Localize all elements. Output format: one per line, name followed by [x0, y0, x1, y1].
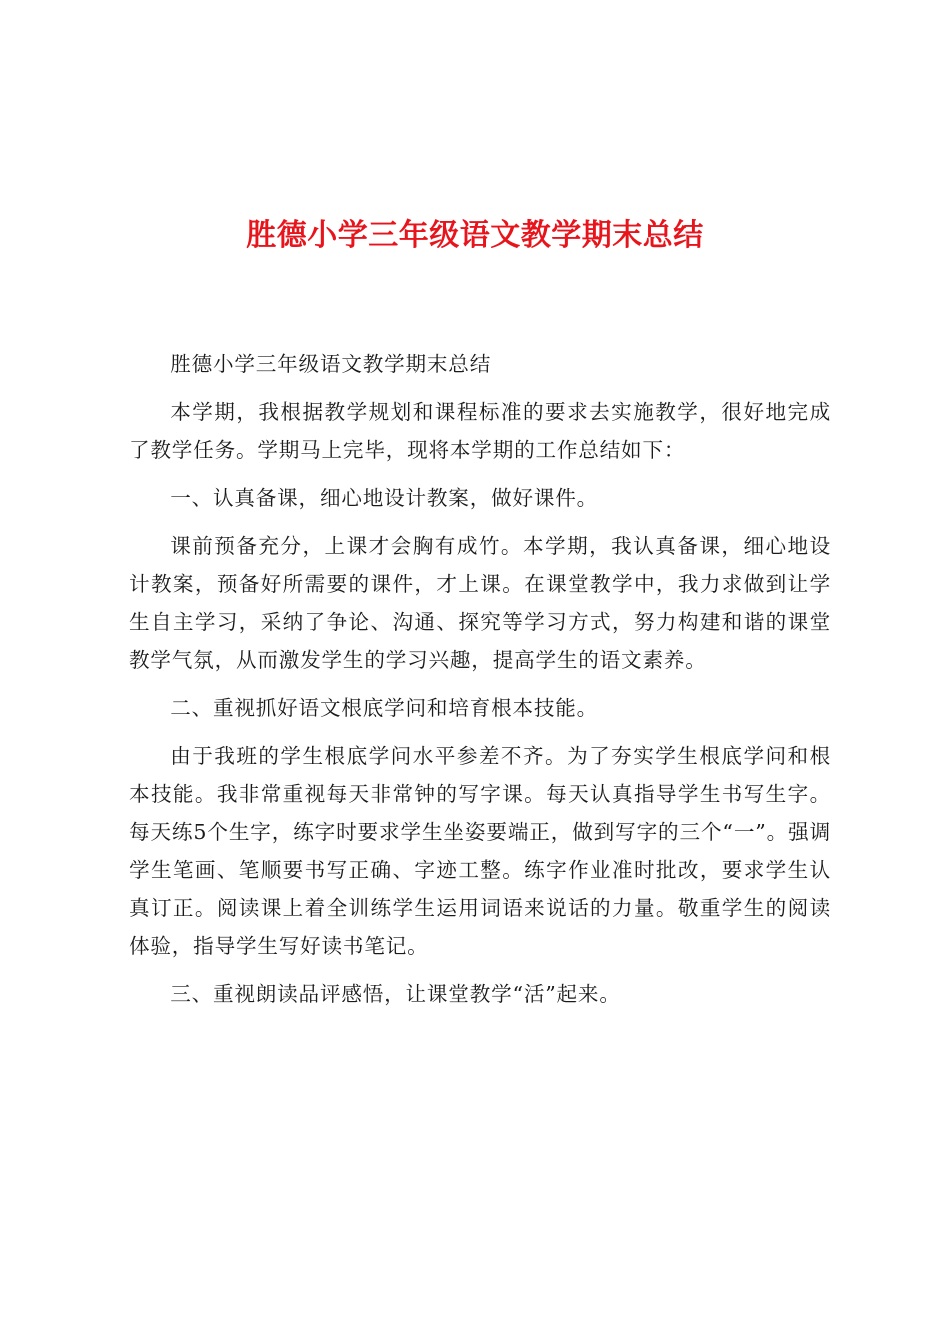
- paragraph-heading-1: 一、认真备课，细心地设计教案，做好课件。: [170, 486, 599, 510]
- paragraph-section-2: 由于我班的学生根底学问水平参差不齐。为了夯实学生根底学问和根本技能。我非常重视每天非常钟的写字课。每天认真指导学生书写生字。每天练5个生字，练字时要求学生坐姿要端正，做到写字的三个“一”。强调学生笔画、笔顺要书写正确、字迹工整。练字作业准时批改，要求学生认真订正。阅读课上着全训练学生运用词语来说话的力量。敬重学生的阅读体验，指导学生写好读书笔记。: [129, 744, 831, 958]
- document-body: [129, 345, 831, 1013]
- paragraph-subtitle: 胜德小学三年级语文教学期末总结: [170, 352, 492, 376]
- document-title: 胜德小学三年级语文教学期末总结: [246, 218, 704, 253]
- paragraph-intro: 本学期，我根据教学规划和课程标准的要求去实施教学，很好地完成了教学任务。学期马上完毕，现将本学期的工作总结如下：: [129, 400, 831, 462]
- paragraph-heading-2: 二、重视抓好语文根底学问和培育根本技能。: [170, 696, 599, 720]
- paragraph-section-1: 课前预备充分，上课才会胸有成竹。本学期，我认真备课，细心地设计教案，预备好所需要的课件，才上课。在课堂教学中，我力求做到让学生自主学习，采纳了争论、沟通、探究等学习方式，努力构建和谐的课堂教学气氛，从而激发学生的学习兴趣，提高学生的语文素养。: [129, 534, 831, 672]
- paragraph-heading-3: 三、重视朗读品评感悟，让课堂教学“活”起来。: [170, 982, 621, 1006]
